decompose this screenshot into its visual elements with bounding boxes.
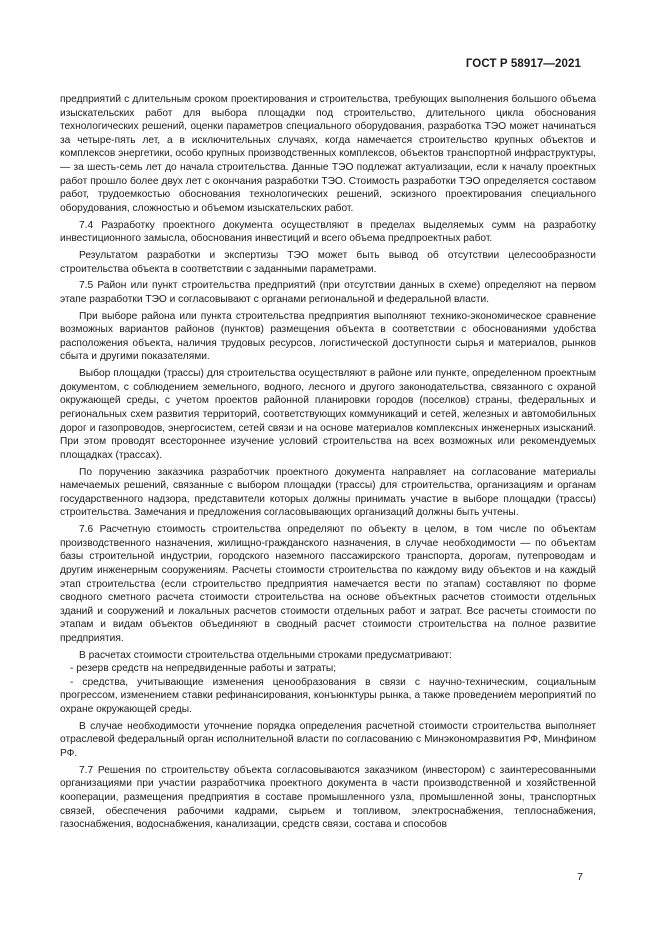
page-number: 7 xyxy=(577,871,583,883)
paragraph-7-6: 7.6 Расчетную стоимость строительства определяют по объекту в целом, в том числе по объектам производственного назначения, жилищно-гражданского назначения, в случае необходимости — по объектам базы строительной индустрии, городского наземного пассажирского транспорта, дорогам, путепроводам и другим инженерным сооружениям. Расчеты стоимости строительства по каждому виду объектов и на каждый этап строительства (если строительство предприятия намечается вести по этапам) составляют по форме сводного сметного расчета стоимости строительства на основе объектных расчетов стоимости отдельных зданий и сооружений и локальных расчетов стоимости отдельных работ и затрат. Все расчеты стоимости по этапам и видам объектов объединяют в сводный расчет стоимости строительства на полное развитие предприятия. xyxy=(60,524,596,644)
list-item-pricing-changes: - средства, учитывающие изменения ценообразования в связи с научно-техническим, социальным прогрессом, изменением ставки рефинансирования, конъюнктуры рынка, а также проведением мероприятий по охране окружающей среды. xyxy=(60,676,596,716)
paragraph-7-5: 7.5 Район или пункт строительства предприятий (при отсутствии данных в схеме) определяют на первом этапе разработки ТЭО и согласовывают с органами региональной и федеральной власти. xyxy=(60,280,596,305)
standard-header: ГОСТ Р 58917—2021 xyxy=(465,58,581,70)
paragraph-approval: По поручению заказчика разработчик проектного документа направляет на согласование материалы намечаемых решений, связанные с выбором площадки (трассы) для строительства, организациям и органам государственного надзора, представители которых должны принимать участие в выборе площадки (трассы) строительства. Замечания и предложения согласовывающих организаций должны быть учтены. xyxy=(60,466,596,519)
document-body xyxy=(60,93,596,835)
paragraph-cost-lines-intro: В расчетах стоимости строительства отдельными строками предусматривают: xyxy=(79,649,452,661)
paragraph-7-4: 7.4 Разработку проектного документа осуществляют в пределах выделяемых сумм на разработку инвестиционного замысла, обоснования инвестиций и всего объема предпроектных работ. xyxy=(60,219,596,245)
paragraph-site-choice: Выбор площадки (трассы) для строительства осуществляют в районе или пункте, определенном проектным документом, с соблюдением земельного, водного, лесного и другого законодательства, связанного с охраной окружающей среды, с учетом проектов районной планировки городов (поселков) страны, федеральных и региональных схем развития территорий, соответствующих коммуникаций и сетей, железных и автомобильных дорог и газопроводов, энергосистем, сетей связи и на основе материалов комплексных инженерных изысканий. При этом проводят всестороннее изучение условий строительства на всех возможных или рекомендуемых площадках (трассах). xyxy=(60,368,596,461)
paragraph-district-choice: При выборе района или пункта строительства предприятия выполняют технико-экономическое сравнение возможных вариантов районов (пунктов) размещения объекта в соответствии с обоснованиями удобства расположения объекта, наличия трудовых ресурсов, логистической доступности сырья и материалов, рынков сбыта и другими показателями. xyxy=(60,310,596,363)
paragraph-7-7: 7.7 Решения по строительству объекта согласовываются заказчиком (инвестором) с заинтересованными организациями при участии разработчика проектного документа в части производственной и хозяйственной кооперации, размещения предприятия в составе промышленного узла, промышленной зоны, транспортных связей, обеспечения рабочими кадрами, сырьем и топливом, электроснабжения, теплоснабжения, газоснабжения, водоснабжения, канализации, средств связи, состава и способов xyxy=(60,764,596,831)
paragraph-clarification: В случае необходимости уточнение порядка определения расчетной стоимости строительства выполняет отраслевой федеральный орган исполнительной власти по согласованию с Минэкономразвития РФ, Минфином РФ. xyxy=(60,720,596,759)
list-item-reserve: - резерв средств на непредвиденные работы и затраты; xyxy=(70,663,337,675)
paragraph-continuation: предприятий с длительным сроком проектирования и строительства, требующих выполнения большого объема изыскательских работ для выбора площадки под строительство, длительного цикла обоснования технологических решений, оценки параметров специального оборудования, разработка ТЭО может начинаться за четыре-пять лет, а в исключительных случаях, когда намечается строительство крупных объектов и комплексов энергетики, особо крупных производственных комплексов, объектов транспортной инфраструктуры, — за шесть-семь лет до начала строительства. Данные ТЭО подлежат актуализации, если к началу проектных работ прошло более двух лет с окончания разработки ТЭО. Стоимость разработки ТЭО определяется составом работ, трудоемкостью обоснования технологических решений, эскизного проектирования специального оборудования, сложностью и объемом изыскательских работ. xyxy=(60,94,596,214)
paragraph-teo-result: Результатом разработки и экспертизы ТЭО может быть вывод об отсутствии целесообразности строительства объекта в соответствии с заданными параметрами. xyxy=(60,249,596,275)
